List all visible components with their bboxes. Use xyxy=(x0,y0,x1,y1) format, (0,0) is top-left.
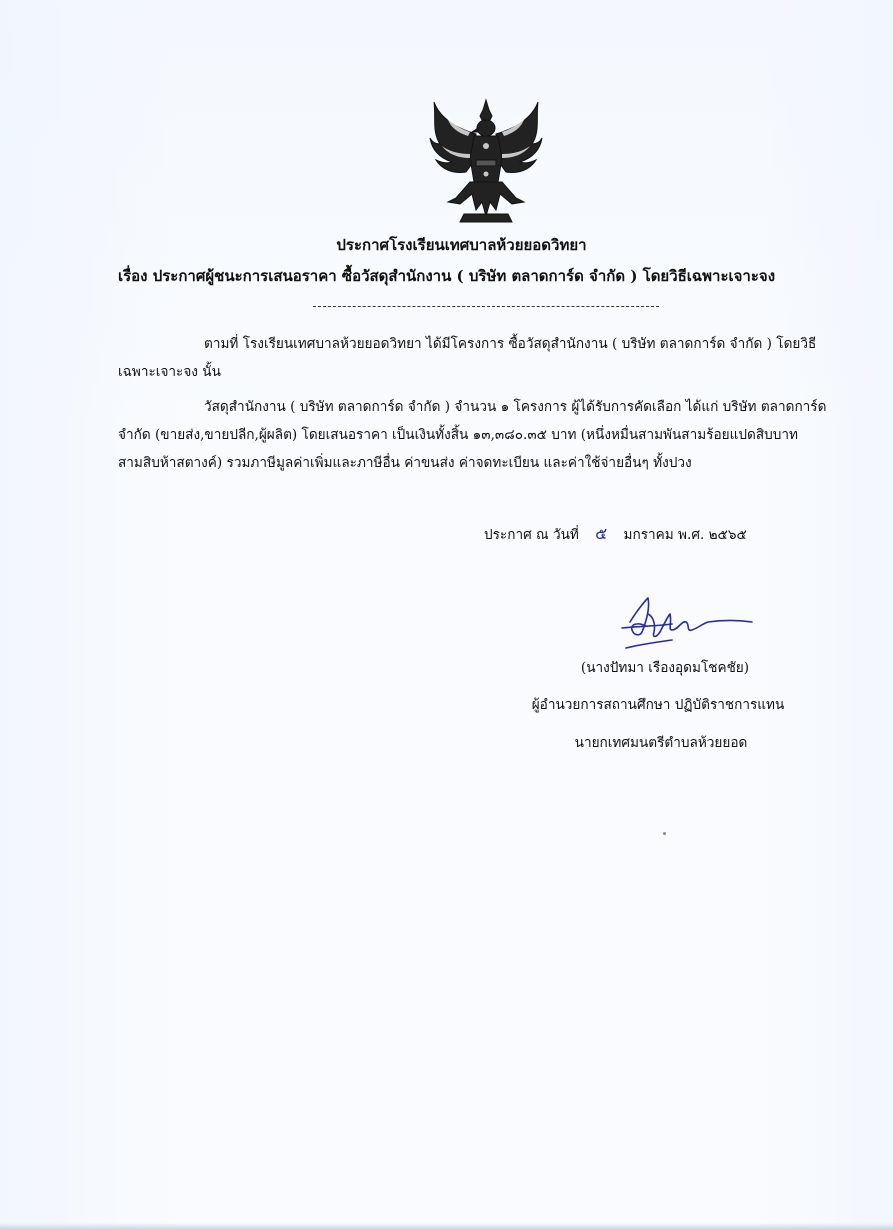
document-subject: เรื่อง ประกาศผู้ชนะการเสนอราคา ซื้อวัสดุสำนักงาน ( บริษัท ตลาดการ์ด จำกัด ) โดยวิธีเฉพาะเจาะจง xyxy=(117,267,776,285)
page-title: ประกาศโรงเรียนเทศบาลห้วยยอดวิทยา xyxy=(336,236,587,254)
announcement-prefix: ประกาศ ณ วันที่ xyxy=(484,527,579,543)
signatory-position-2: นายกเทศมนตรีตำบลห้วยยอด xyxy=(574,735,748,751)
signatory-position-1: ผู้อำนวยการสถานศึกษา ปฏิบัติราชการแทน xyxy=(531,697,785,713)
scan-bottom-edge xyxy=(0,1223,893,1229)
signatory-name: (นางปัทมา เรืองอุดมโชคชัย) xyxy=(580,660,750,676)
announcement-date xyxy=(484,522,747,547)
announcement-suffix: มกราคม พ.ศ. ๒๕๖๕ xyxy=(623,527,747,543)
handwritten-signature-icon xyxy=(612,592,772,658)
body-paragraph-1 xyxy=(118,330,838,386)
announcement-day: ๕ xyxy=(595,524,608,543)
paragraph-2-text: วัสดุสำนักงาน ( บริษัท ตลาดการ์ด จำกัด ) จำนวน ๑ โครงการ ผู้ได้รับการคัดเลือก ได้แก่ บริษัท ตลาดการ์ด จำกัด (ขายส่ง,ขายปลีก,ผู้ผลิต) โดยเสนอราคา เป็นเงินทั้งสิ้น ๑๓,๓๘๐.๓๕ บาท (หนึ่งหมื่นสามพันสามร้อยแปดสิบบาทสามสิบห้าสตางค์) รวมภาษีมูลค่าเพิ่มและภาษีอื่น ค่าขนส่ง ค่าจดทะเบียน และค่าใช้จ่ายอื่นๆ ทั้งปวง xyxy=(118,399,827,471)
paragraph-1-text: ตามที่ โรงเรียนเทศบาลห้วยยอดวิทยา ได้มีโครงการ ซื้อวัสดุสำนักงาน ( บริษัท ตลาดการ์ด จำกัด ) โดยวิธีเฉพาะเจาะจง นั้น xyxy=(118,336,817,380)
body-paragraph-2 xyxy=(118,393,838,477)
garuda-emblem-icon xyxy=(426,98,546,226)
scan-speck xyxy=(663,832,666,835)
divider xyxy=(313,306,659,307)
